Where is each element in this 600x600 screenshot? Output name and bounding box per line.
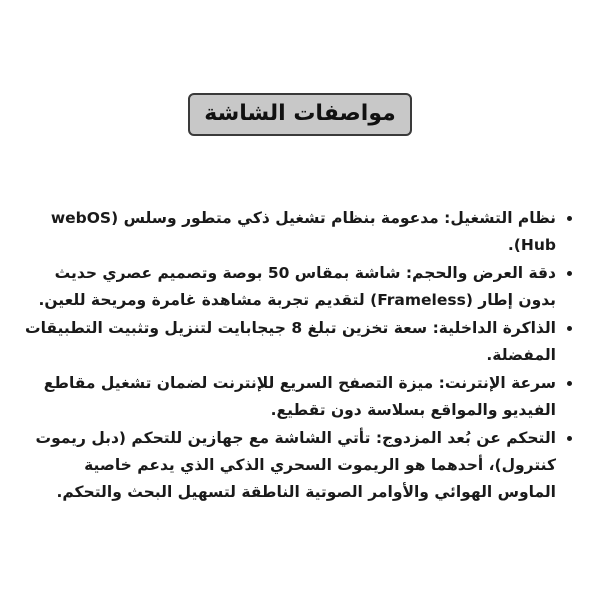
- spec-item-remote-control: • التحكم عن بُعد المزدوج: تأتي الشاشة مع جهازين للتحكم (دبل ريموت كنترول)، أحدهما هو الريموت السحري الذكي الذي يدعم خاصية الماوس الهوائي والأوامر الصوتية الناطقة لتسهيل البحث والتحكم.: [22, 425, 556, 506]
- page-title: مواصفات الشاشة: [188, 93, 412, 136]
- spec-item-os: • نظام التشغيل: مدعومة بنظام تشغيل ذكي متطور وسلس (webOS Hub).: [22, 205, 556, 259]
- title-container: [0, 93, 600, 136]
- spec-item-display-size: • دقة العرض والحجم: شاشة بمقاس 50 بوصة وتصميم عصري حديث بدون إطار (Frameless) لتقديم تجربة مشاهدة غامرة ومريحة للعين.: [22, 260, 556, 314]
- spec-list: [22, 205, 574, 507]
- spec-item-storage: • الذاكرة الداخلية: سعة تخزين تبلغ 8 جيجابايت لتنزيل وتثبيت التطبيقات المفضلة.: [22, 315, 556, 369]
- spec-item-internet: • سرعة الإنترنت: ميزة التصفح السريع للإنترنت لضمان تشغيل مقاطع الفيديو والمواقع بسلاسة دون تقطيع.: [22, 370, 556, 424]
